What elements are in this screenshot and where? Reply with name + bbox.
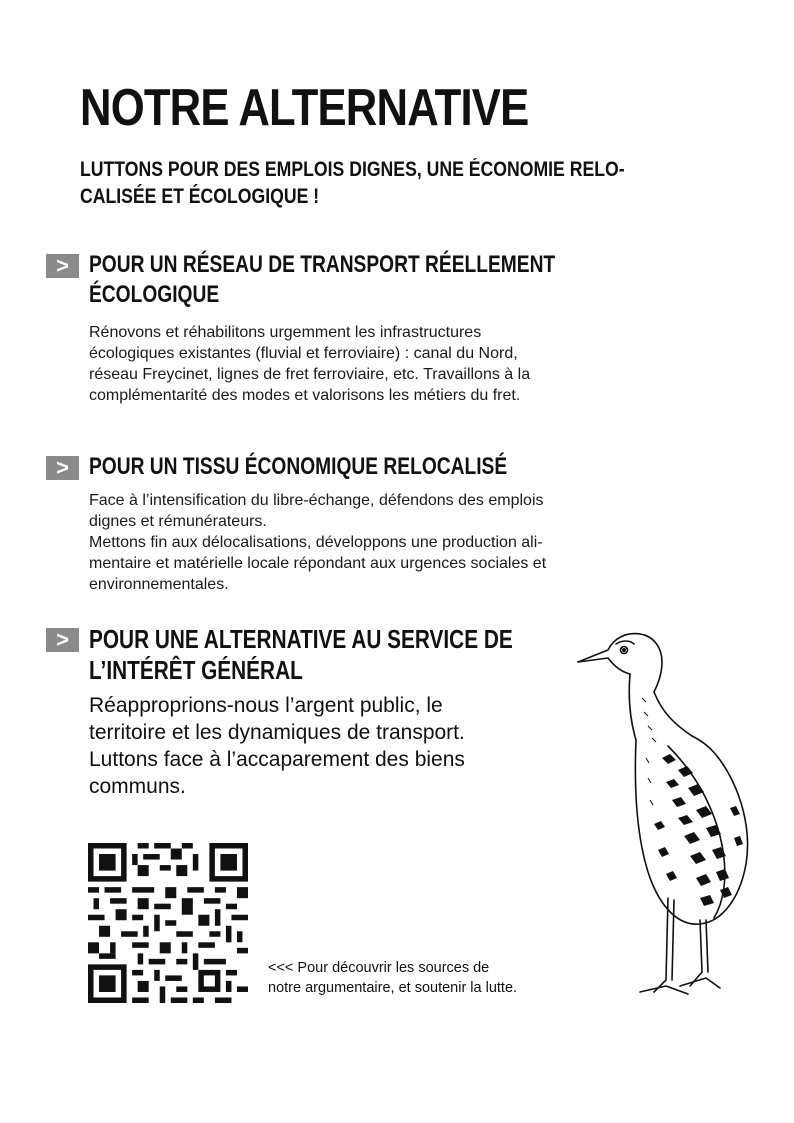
section-transport-body <box>89 322 674 406</box>
body-line: Rénovons et réhabilitons urgemment les infrastructures <box>89 324 482 341</box>
section-title-line: POUR UN RÉSEAU DE TRANSPORT RÉELLEMENT <box>89 251 556 278</box>
body-line: territoire et les dynamiques de transport. <box>89 721 465 744</box>
section-economy-heading <box>46 452 612 482</box>
subtitle-line: CALISÉE ET ÉCOLOGIQUE ! <box>80 185 320 208</box>
section-general-interest-heading <box>46 624 619 686</box>
arrow-right-icon: > <box>46 456 79 480</box>
section-title <box>89 250 555 310</box>
section-transport-heading <box>46 250 672 310</box>
body-line: Mettons fin aux délocalisations, développons une production ali- <box>89 534 543 551</box>
body-line: Luttons face à l’accaparement des biens <box>89 748 465 771</box>
arrow-right-icon: > <box>46 628 79 652</box>
section-economy-body <box>89 490 689 595</box>
body-line: communs. <box>89 775 186 798</box>
caption-line: <<< Pour découvrir les sources de <box>268 960 490 976</box>
arrow-right-icon: > <box>46 254 79 278</box>
body-line: Réapproprions-nous l’argent public, le <box>89 694 443 717</box>
page-title: NOTRE ALTERNATIVE <box>80 79 529 137</box>
section-title <box>89 624 513 686</box>
body-line: écologiques existantes (fluvial et ferroviaire) : canal du Nord, <box>89 345 518 362</box>
caption-line: notre argumentaire, et soutenir la lutte. <box>268 980 518 996</box>
subtitle-line: LUTTONS POUR DES EMPLOIS DIGNES, UNE ÉCONOMIE RELO- <box>80 158 625 181</box>
qr-caption <box>268 958 592 998</box>
body-line: environnementales. <box>89 576 229 593</box>
body-line: réseau Freycinet, lignes de fret ferroviaire, etc. Travaillons à la <box>89 366 531 383</box>
section-title-line: POUR UN TISSU ÉCONOMIQUE RELOCALISÉ <box>89 453 508 480</box>
page-subtitle <box>80 156 718 210</box>
section-title-line: POUR UNE ALTERNATIVE AU SERVICE DE <box>89 624 513 654</box>
body-line: mentaire et matérielle locale répondant aux urgences sociales et <box>89 555 547 572</box>
bird-illustration-icon <box>570 628 760 1013</box>
qr-code-icon[interactable] <box>88 843 248 1003</box>
section-title <box>89 452 507 482</box>
section-title-line: L’INTÉRÊT GÉNÉRAL <box>89 655 303 685</box>
body-line: complémentarité des modes et valorisons les métiers du fret. <box>89 387 521 404</box>
section-title-line: ÉCOLOGIQUE <box>89 281 220 308</box>
section-general-interest-body <box>89 692 565 800</box>
body-line: dignes et rémunérateurs. <box>89 513 267 530</box>
body-line: Face à l’intensification du libre-échange, défendons des emplois <box>89 492 544 509</box>
